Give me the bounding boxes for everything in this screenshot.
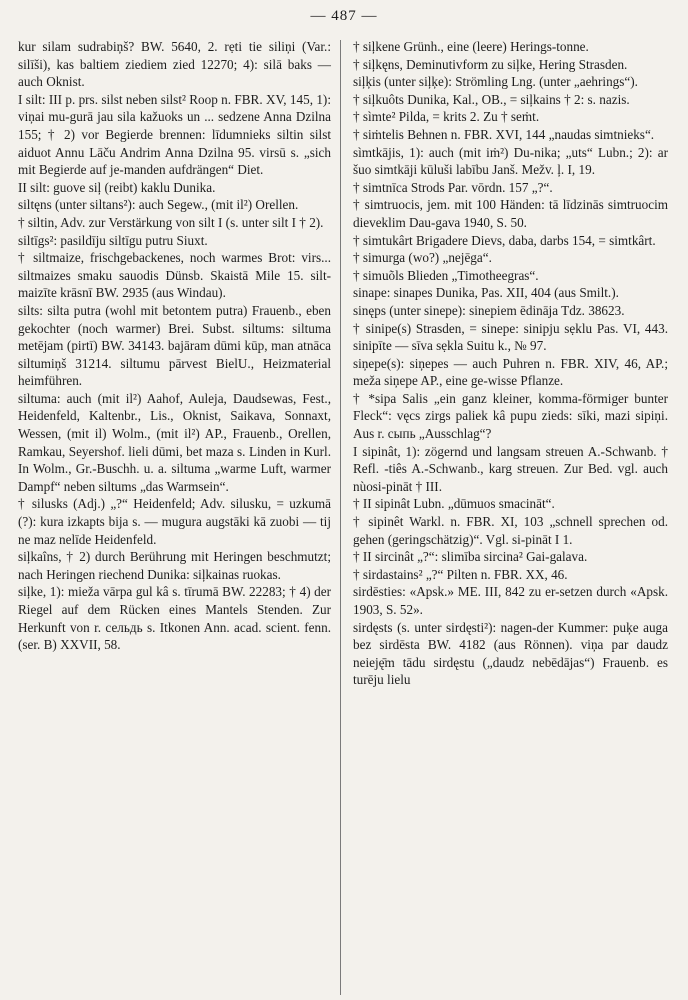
dictionary-entry: † sinipe(s) Strasden, = sinepe: sinipju sẹklu Pas. VI, 443. sinipīte — sīva sẹkla Suitu k., № 97. xyxy=(353,320,668,354)
left-column xyxy=(18,38,331,654)
dictionary-entry: sinape: sinapes Dunika, Pas. XII, 404 (aus Smilt.). xyxy=(353,285,619,301)
dictionary-entry: † siļkene Grünh., eine (leere) Herings-tonne. xyxy=(353,39,589,54)
dictionary-entry: II silt: guove siļ (reibt) kaklu Dunika. xyxy=(18,179,216,195)
dictionary-entry: † siltmaize, frischgebackenes, noch warmes Brot: virs... siltmaizes smaku sauodis Dünsb. Skaistā Mile 15. silt-maizīte krāsnī BW. 2935 (aus Windau). xyxy=(18,250,331,301)
dictionary-entry: siļķis (unter siļķe): Strömling Lng. (unter „aehrings“). xyxy=(353,74,638,90)
dictionary-entry: sìmtkājis, 1): auch (mit iṁ²) Du-nika; „uts“ Lubn.; 2): ar šuo simtkāji kūluši labību Janš. Mežv. ļ. I, 19. xyxy=(353,144,668,178)
dictionary-entry: siltuma: auch (mit il²) Aahof, Auleja, Daudsewas, Fest., Heidenfeld, Kaltenbr., Lis., Oknist, Saikava, Sonnaxt, Wessen, (mit il) Wolm., (mit il²) AP., Frauenb., Orellen, Ramkau, Seyershof. lieli dūmi, bet maza s. Linden in Kurl. In Wolm., Gr.-Buschh. u. a. siltuma „warme Luft, warmer Dampf“ neben siltums „das Warmsein“. xyxy=(18,390,331,494)
dictionary-entry: sinęps (unter sinepe): sinepiem ēdināja Tdz. 38623. xyxy=(353,302,625,318)
dictionary-entry: † *sipa Salis „ein ganz kleiner, komma-förmiger bunter Fleck“: vęcs zirgs paliek kâ pupu zieds: sīki, mazi sipiņi. Aus r. сыпь „Ausschlag“? xyxy=(353,390,668,442)
dictionary-entry: siļkaîns, † 2) durch Berührung mit Heringen beschmutzt; nach Heringen riechend Dunika: siļkainas ruokas. xyxy=(18,549,331,582)
dictionary-entry: sirdēsties: «Apsk.» ME. III, 842 zu er-setzen durch «Apsk. 1903, S. 52». xyxy=(353,584,668,617)
dictionary-entry: † sirdastains² „?“ Pilten n. FBR. XX, 46. xyxy=(353,566,568,582)
dictionary-entry: † siļkęns, Deminutivform zu siļke, Hering Strasden. xyxy=(353,56,628,72)
dictionary-entry: sirdęsts (s. unter sirdęsti²): nagen-der Kummer: puķe auga bez sirdēsta BW. 4182 (aus Rönnen). viņa par daudz neieję̄m tādu sirdęstu („daudz nebēdājas“) Frauenb. es turēju lielu xyxy=(353,619,668,688)
dictionary-entry: † simtruocis, jem. mit 100 Händen: tā līdzinās simtruocim dieveklim Dau-gava 1940, S. 50. xyxy=(353,197,668,230)
dictionary-entry: siņepe(s): siņepes — auch Puhren n. FBR. XIV, 46, AP.; meža siņepe AP., eine ge-wisse Pflanze. xyxy=(353,355,668,389)
dictionary-entry: † sipinêt Warkl. n. FBR. XI, 103 „schnell sprechen od. gehen (geringschätzig)“. Vgl. si-pināt I 1. xyxy=(353,514,668,547)
dictionary-entry: siltīgs²: pasildīju siltīgu putru Siuxt. xyxy=(18,232,208,248)
dictionary-entry: † simtukârt Brigadere Dievs, daba, darbs 154, = simtkârt. xyxy=(353,232,656,248)
dictionary-entry: † simtnīca Strods Par. vōrdn. 157 „?“. xyxy=(353,179,553,195)
dictionary-entry: † silusks (Adj.) „?“ Heidenfeld; Adv. silusku, = uzkumā (?): kura izkapts bija s. — mugura augstāki kā zuobi — tij ne maz nelīde Heidenfeld. xyxy=(18,496,331,547)
column-divider xyxy=(340,40,341,995)
dictionary-entry: I silt: III p. prs. silst neben silst² Roop n. FBR. XV, 145, 1): viņai mu-gurā jau sila kažuoks un ... sedzene Anna Dzilna 155; † 2) vor Begierde brennen: līdumnieks siltin silst aiduot Annu Lāču Andrim Anna Dzilna 95. virsū s. „sich mit Begierde auf je-manden aufdrängen“ Diet. xyxy=(18,91,331,178)
dictionary-entry: † simurga (wo?) „nejēga“. xyxy=(353,250,492,266)
dictionary-entry: † II sipinât Lubn. „dūmuos smacināt“. xyxy=(353,496,555,512)
dictionary-entry: silts: silta putra (wohl mit betontem putra) Frauenb., eben gekochter (noch warmer) Brei. Subst. siltums: siltuma metējam (pirtī) BW. 34143. bajāram dūmi kūp, man atnāca siltumiņš 31214. siltumu pārvest BielU., Heizmaterial heimführen. xyxy=(18,302,331,389)
dictionary-entry: I sipinât, 1): zögernd und langsam streuen A.-Schwanb. † Refl. -tiês A.-Schwanb., karg streuen. Zur Bed. vgl. auch nùosi-pināt † III. xyxy=(353,443,668,494)
dictionary-entry: siļke, 1): mieža vārpa gul kâ s. tīrumā BW. 22283; † 4) der Riegel auf dem Rücken eines Mantels Stenden. Zur Herkunft von r. сельдь s. Itkonen Ann. acad. scient. fenn. (ser. B) XXVII, 58. xyxy=(18,584,331,653)
dictionary-entry: siltęns (unter siltans²): auch Segew., (mit il²) Orellen. xyxy=(18,197,299,213)
dictionary-entry: kur silam sudrabiņš? BW. 5640, 2. rẹti tie siliņi (Var.: silīši), kas baltiem ziediem zied 12270; 4): silā baks — auch Oknist. xyxy=(18,39,331,90)
dictionary-entry: † siltin, Adv. zur Verstärkung von silt I (s. unter silt I † 2). xyxy=(18,214,324,230)
right-column xyxy=(353,38,668,689)
dictionary-entry: † sìmte² Pilda, = krits 2. Zu † seṁt. xyxy=(353,109,540,125)
dictionary-entry: † siṁtelis Behnen n. FBR. XVI, 144 „naudas simtnieks“. xyxy=(353,126,655,142)
dictionary-entry: † siļkuôts Dunika, Kal., OB., = siļkains † 2: s. nazis. xyxy=(353,91,630,107)
dictionary-entry: † II sircinât „?“: slimība sircina² Gai-galava. xyxy=(353,549,588,565)
page-number: — 487 — xyxy=(310,8,378,24)
dictionary-entry: † simuõls Blieden „Timotheegras“. xyxy=(353,267,539,283)
